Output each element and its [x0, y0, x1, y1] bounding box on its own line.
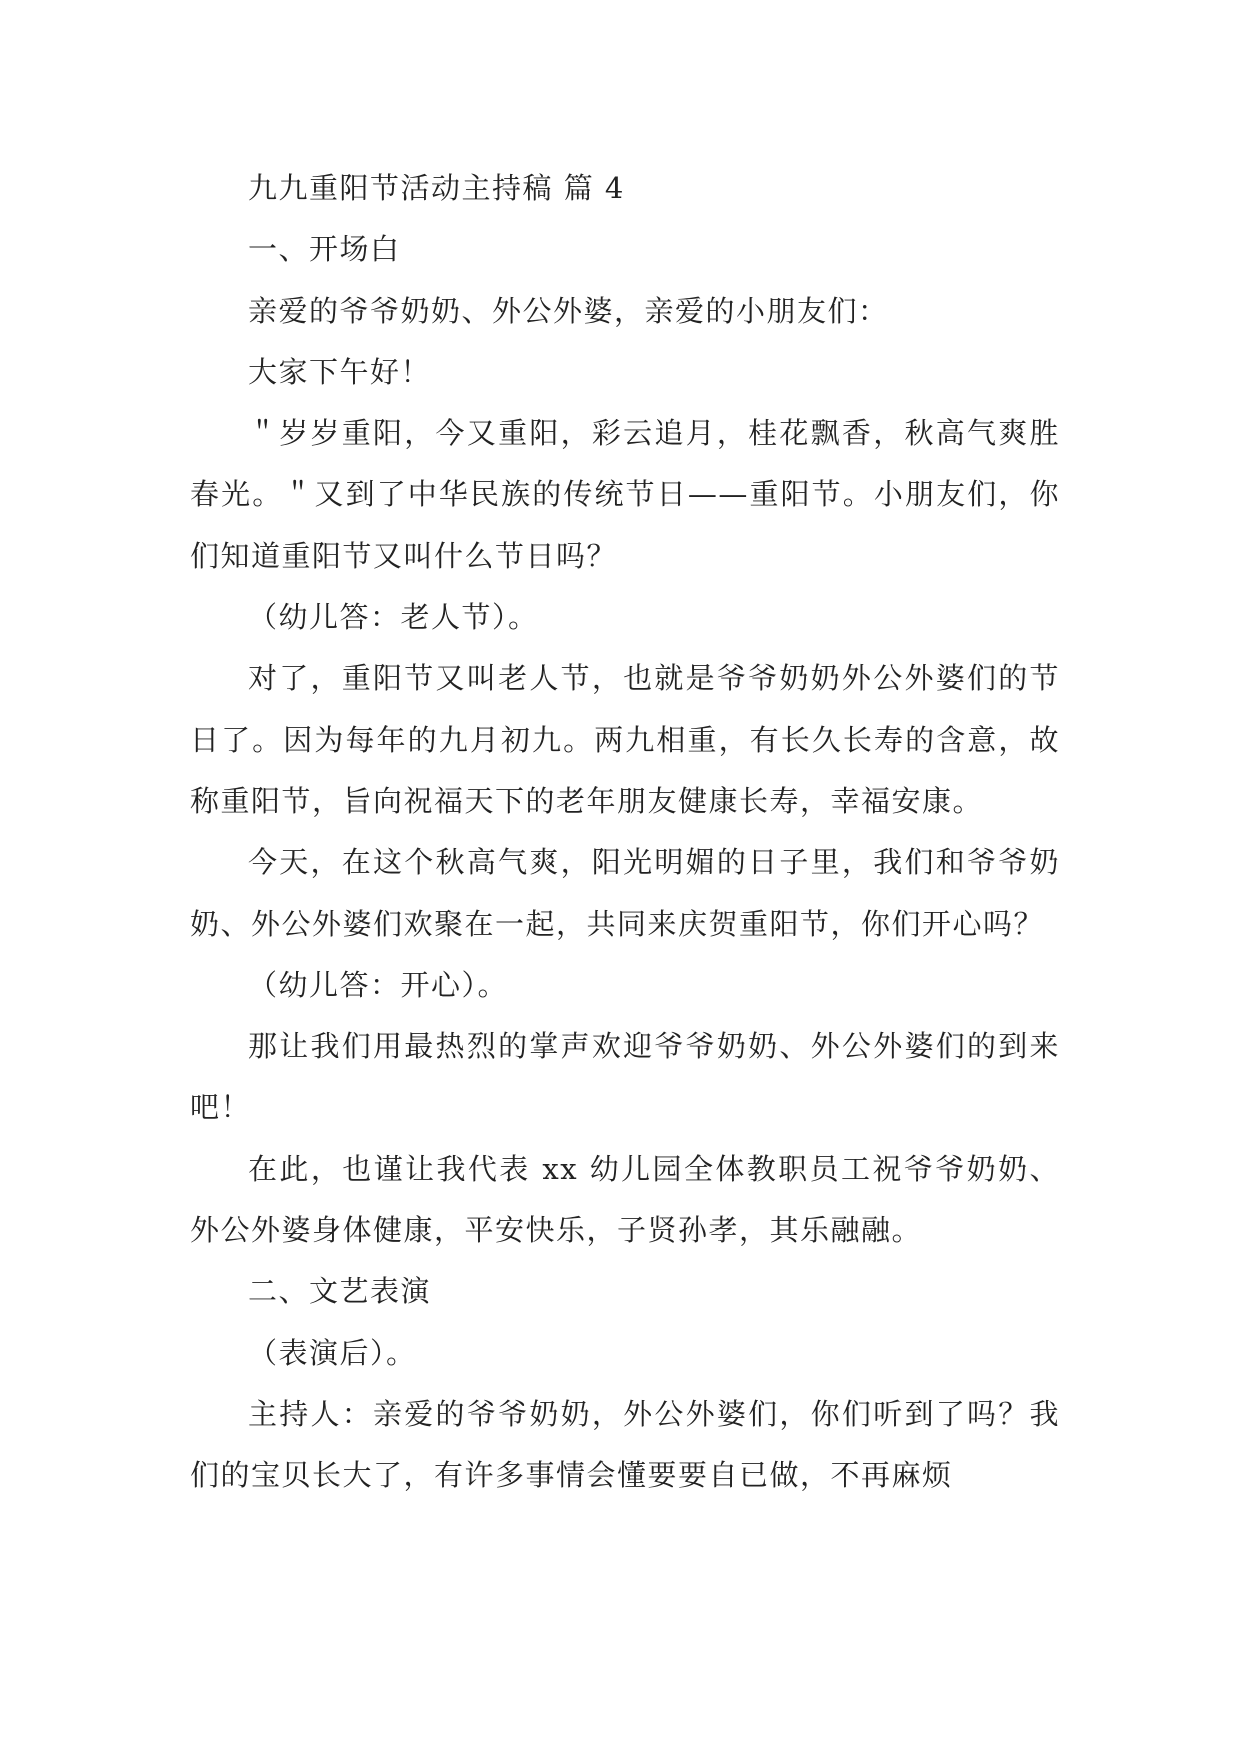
paragraph-blessing: 在此，也谨让我代表 xx 幼儿园全体教职员工祝爷爷奶奶、外公外婆身体健康，平安快乐，子贤孙孝，其乐融融。 — [190, 1151, 1060, 1248]
paragraph-greeting: 亲爱的爷爷奶奶、外公外婆，亲爱的小朋友们： — [248, 293, 889, 328]
paragraph-quote: ＂岁岁重阳，今又重阳，彩云追月，桂花飘香，秋高气爽胜春光。＂又到了中华民族的传统节日——重阳节。小朋友们，你们知道重阳节又叫什么节日吗？ — [190, 416, 1060, 573]
document-title: 九九重阳节活动主持稿 篇 4 — [248, 171, 625, 205]
paragraph-child-answer-1: （幼儿答：老人节）。 — [248, 600, 539, 635]
section-heading-performance: 二、文艺表演 — [248, 1274, 432, 1309]
paragraph-host: 主持人：亲爱的爷爷奶奶，外公外婆们，你们听到了吗？我们的宝贝长大了，有许多事情会懂要要自已做，不再麻烦 — [190, 1396, 1060, 1493]
paragraph-welcome: 那让我们用最热烈的掌声欢迎爷爷奶奶、外公外婆们的到来吧！ — [190, 1029, 1060, 1125]
paragraph-today: 今天，在这个秋高气爽，阳光明媚的日子里，我们和爷爷奶奶、外公外婆们欢聚在一起，共同来庆贺重阳节，你们开心吗？ — [190, 845, 1060, 941]
section-heading-opening: 一、开场白 — [248, 232, 401, 267]
paragraph-after-performance: （表演后）。 — [248, 1335, 417, 1370]
paragraph-explanation: 对了，重阳节又叫老人节，也就是爷爷奶奶外公外婆们的节日了。因为每年的九月初九。两九相重，有长久长寿的含意，故称重阳节，旨向祝福天下的老年朋友健康长寿，幸福安康。 — [190, 661, 1060, 818]
paragraph-child-answer-2: （幼儿答：开心）。 — [248, 967, 509, 1002]
paragraph-good-afternoon: 大家下午好！ — [248, 354, 432, 389]
document-page — [190, 158, 1060, 1507]
